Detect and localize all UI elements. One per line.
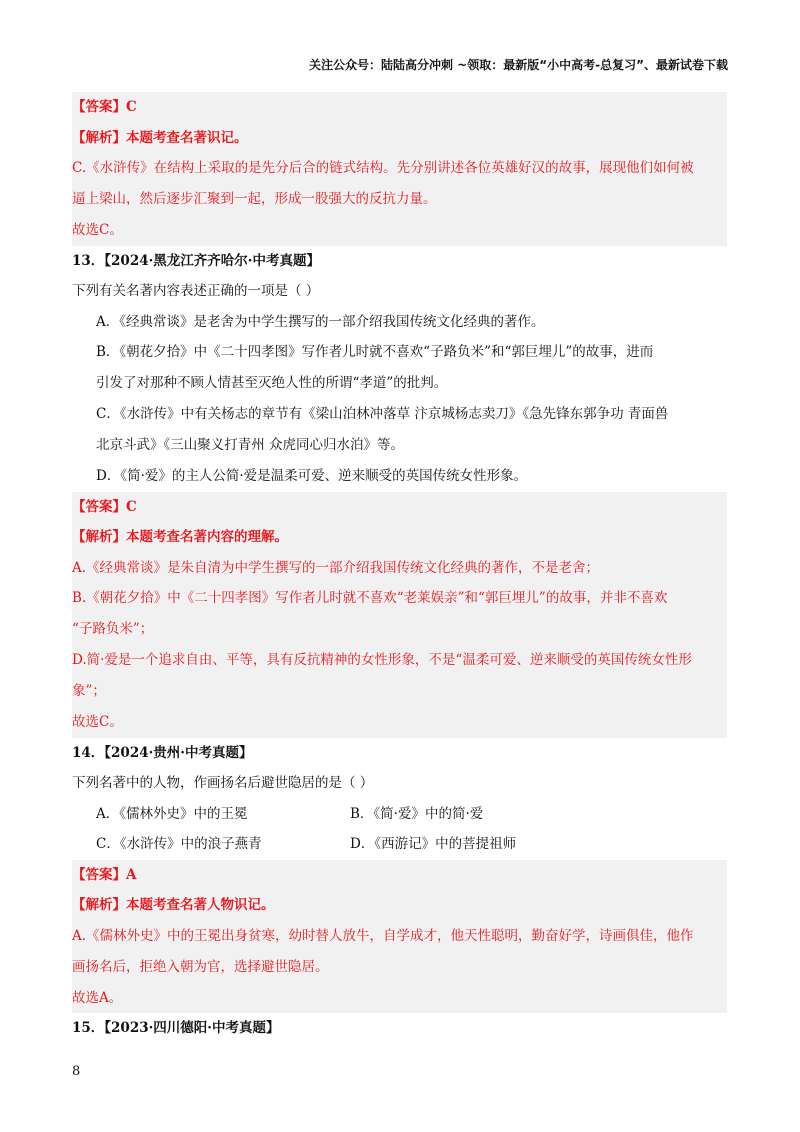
option-a: A．《经典常谈》是老舍为中学生撰写的一部介绍我国传统文化经典的著作。 (96, 313, 545, 330)
question-stem-13: 下列有关名著内容表述正确的一项是（ ） (72, 283, 320, 299)
analysis-text: D.简·爱是一个追求自由、平等，具有反抗精神的女性形象，不是“温柔可爱、逆来顺受的英国传统女性形 (72, 652, 692, 668)
analysis-text: “子路负米”； (72, 621, 154, 637)
analysis-text: 象”； (72, 683, 106, 699)
answer-label: 【答案】A (72, 866, 137, 883)
option-d: D．《西游记》中的菩提祖师 (350, 836, 517, 852)
conclusion: 故选A。 (72, 989, 123, 1006)
page-header: 关注公众号：陆陆高分冲刺 ~领取：最新版“小中高考-总复习”、最新试卷下载 (309, 58, 728, 72)
analysis-text: 画扬名后，拒绝入朝为官，选择避世隐居。 (72, 958, 329, 975)
answer-block-12 (72, 92, 727, 246)
analysis-label: 【解析】本题考查名著识记。 (72, 129, 248, 146)
conclusion: 故选C。 (72, 714, 123, 730)
analysis-label: 【解析】本题考查名著人物识记。 (72, 897, 275, 913)
option-a: A．《儒林外史》中的王冕 (96, 805, 248, 822)
analysis-text: C.《水浒传》在结构上采取的是先分后合的链式结构。先分别讲述各位英雄好汉的故事，展现他们如何被 (72, 160, 694, 176)
option-c: C．《水浒传》中的浪子燕青 (96, 836, 262, 852)
analysis-label: 【解析】本题考查名著内容的理解。 (72, 529, 288, 545)
page-number: 8 (72, 1064, 81, 1079)
option-c: C．《水浒传》中有关杨志的章节有《梁山泊林冲落草 汴京城杨志卖刀》《急先锋东郭争功 青面兽 (96, 406, 669, 422)
answer-label: 【答案】C (72, 99, 137, 115)
option-b-continued: 引发了对那种不顾人情甚至灭绝人性的所谓“孝道”的批判。 (96, 375, 448, 391)
question-title-14: 14．【2024·贵州·中考真题】 (72, 744, 253, 761)
option-b: B．《简·爱》中的简·爱 (350, 805, 484, 822)
question-stem-14: 下列名著中的人物，作画扬名后避世隐居的是（ ） (72, 775, 374, 791)
analysis-text: A.《经典常谈》是朱自清为中学生撰写的一部介绍我国传统文化经典的著作，不是老舍； (72, 559, 600, 576)
question-title-13: 13．【2024·黑龙江齐齐哈尔·中考真题】 (72, 252, 321, 269)
option-row (72, 829, 727, 860)
option-d: D．《简·爱》的主人公简·爱是温柔可爱、逆来顺受的英国传统女性形象。 (96, 468, 528, 484)
answer-block-13 (72, 492, 727, 738)
analysis-text: B.《朝花夕拾》中《二十四孝图》写作者儿时就不喜欢“老莱娱亲”和“郭巨埋儿”的故事，并非不喜欢 (72, 590, 668, 606)
answer-label: 【答案】C (72, 498, 137, 515)
conclusion: 故选C。 (72, 222, 123, 238)
option-c-continued: 北京斗武》《三山聚义打青州 众虎同心归水泊》等。 (96, 437, 405, 453)
option-row (72, 799, 727, 830)
answer-block-14 (72, 860, 727, 1014)
analysis-text: 逼上梁山，然后逐步汇聚到一起，形成一股强大的反抗力量。 (72, 191, 437, 207)
option-b: B．《朝花夕拾》中《二十四孝图》写作者儿时就不喜欢“子路负米”和“郭巨埋儿”的故事，进而 (96, 344, 654, 360)
analysis-text: A.《儒林外史》中的王冕出身贫寒，幼时替人放牛，自学成才，他天性聪明，勤奋好学，诗画俱佳，他作 (72, 927, 694, 944)
page-content (72, 92, 727, 1044)
question-title-15: 15．【2023·四川德阳·中考真题】 (72, 1020, 280, 1036)
